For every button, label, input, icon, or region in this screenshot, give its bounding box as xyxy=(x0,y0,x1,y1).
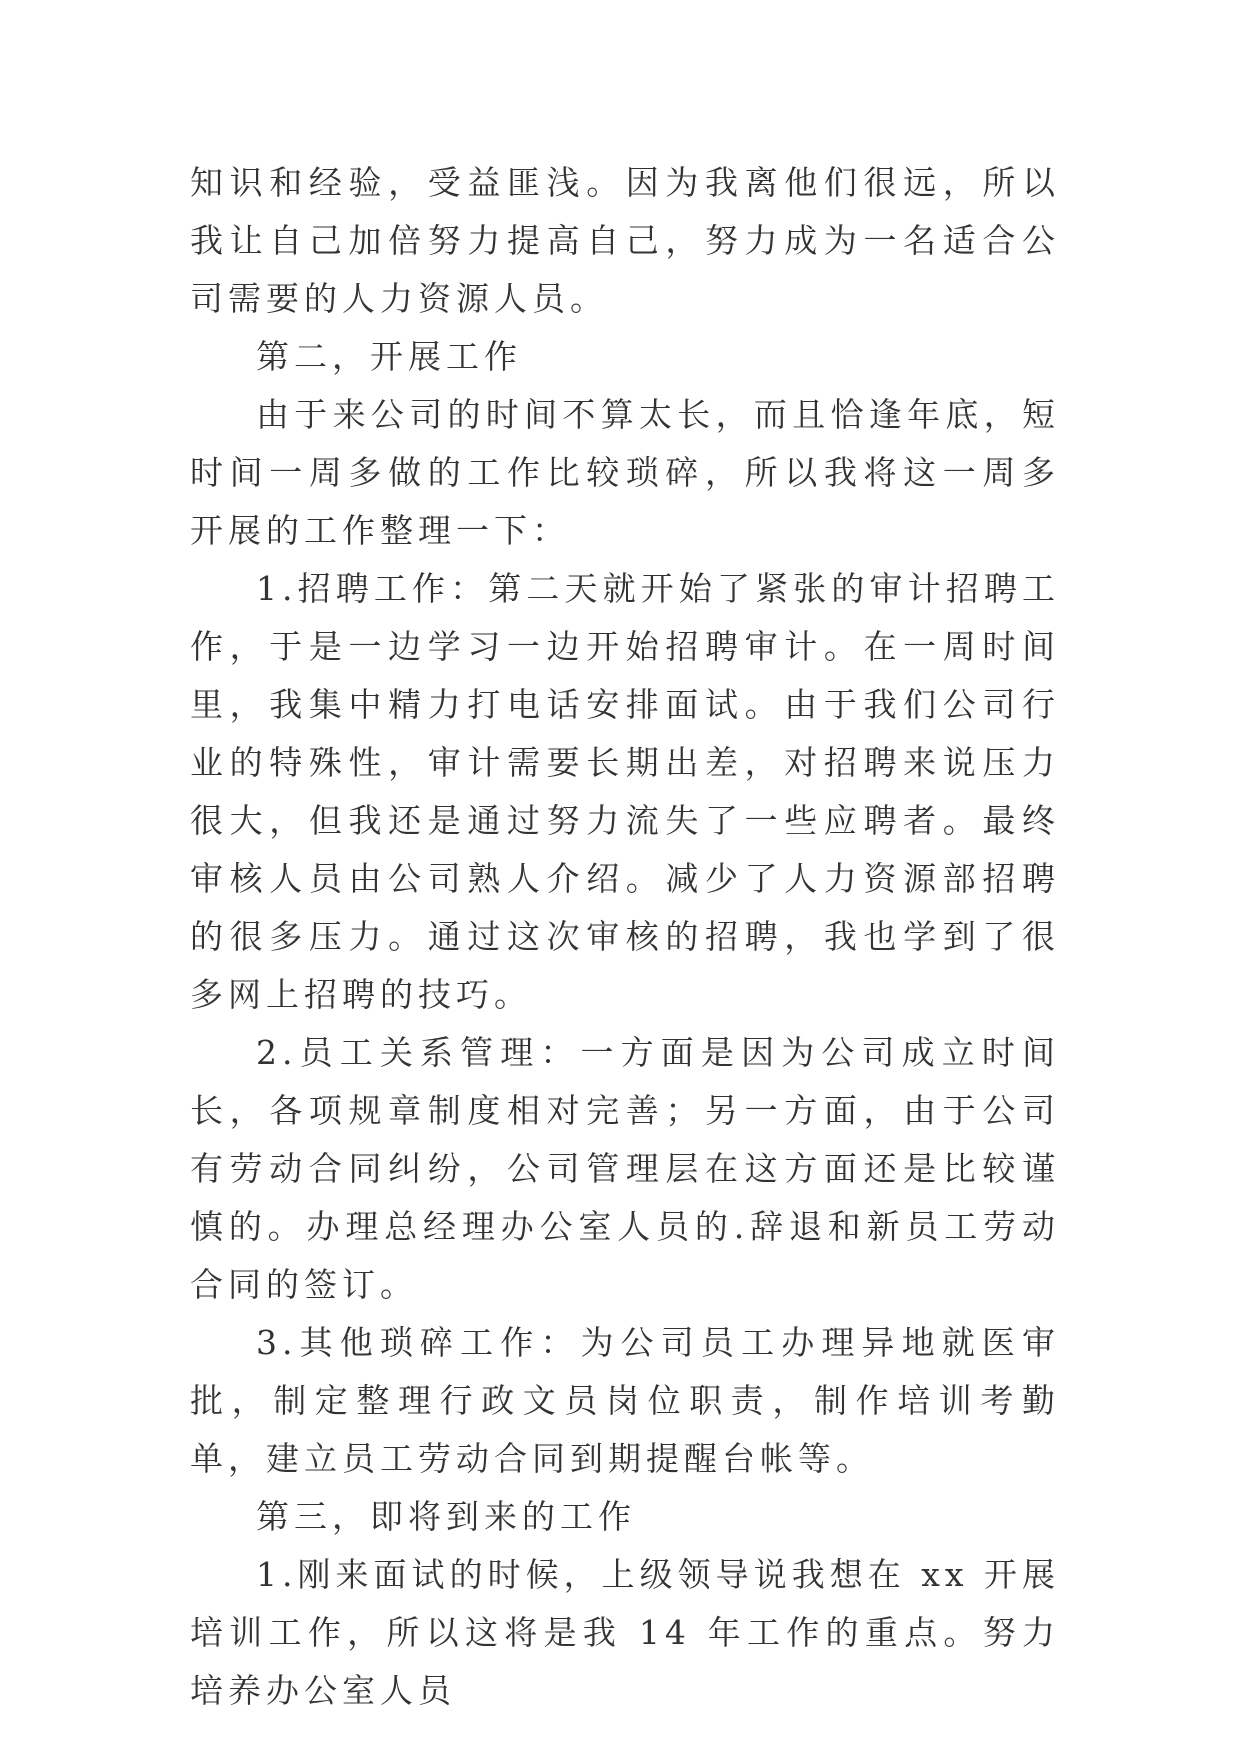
paragraph-intro: 由于来公司的时间不算太长，而且恰逢年底，短时间一周多做的工作比较琐碎，所以我将这一周多开展的工作整理一下： xyxy=(190,395,1060,550)
list-item-training: 1.刚来面试的时候，上级领导说我想在 xx 开展培训工作，所以这将是我 14 年工作的重点。努力培养办公室人员 xyxy=(190,1555,1060,1710)
list-item-recruitment: 1.招聘工作：第二天就开始了紧张的审计招聘工作，于是一边学习一边开始招聘审计。在一周时间里，我集中精力打电话安排面试。由于我们公司行业的特殊性，审计需要长期出差，对招聘来说压力很大，但我还是通过努力流失了一些应聘者。最终审核人员由公司熟人介绍。减少了人力资源部招聘的很多压力。通过这次审核的招聘，我也学到了很多网上招聘的技巧。 xyxy=(190,569,1060,1014)
section-heading-two: 第二，开展工作 xyxy=(256,337,522,376)
document-body xyxy=(190,154,1060,1720)
list-item-employee-relations: 2.员工关系管理：一方面是因为公司成立时间长，各项规章制度相对完善；另一方面，由于公司有劳动合同纠纷，公司管理层在这方面还是比较谨慎的。办理总经理办公室人员的.辞退和新员工劳动合同的签订。 xyxy=(190,1033,1060,1304)
paragraph-continuation: 知识和经验，受益匪浅。因为我离他们很远，所以我让自己加倍努力提高自己，努力成为一名适合公司需要的人力资源人员。 xyxy=(190,163,1060,318)
list-item-other-work: 3.其他琐碎工作：为公司员工办理异地就医审批，制定整理行政文员岗位职责，制作培训考勤单，建立员工劳动合同到期提醒台帐等。 xyxy=(190,1323,1060,1478)
section-heading-three: 第三，即将到来的工作 xyxy=(256,1497,636,1536)
